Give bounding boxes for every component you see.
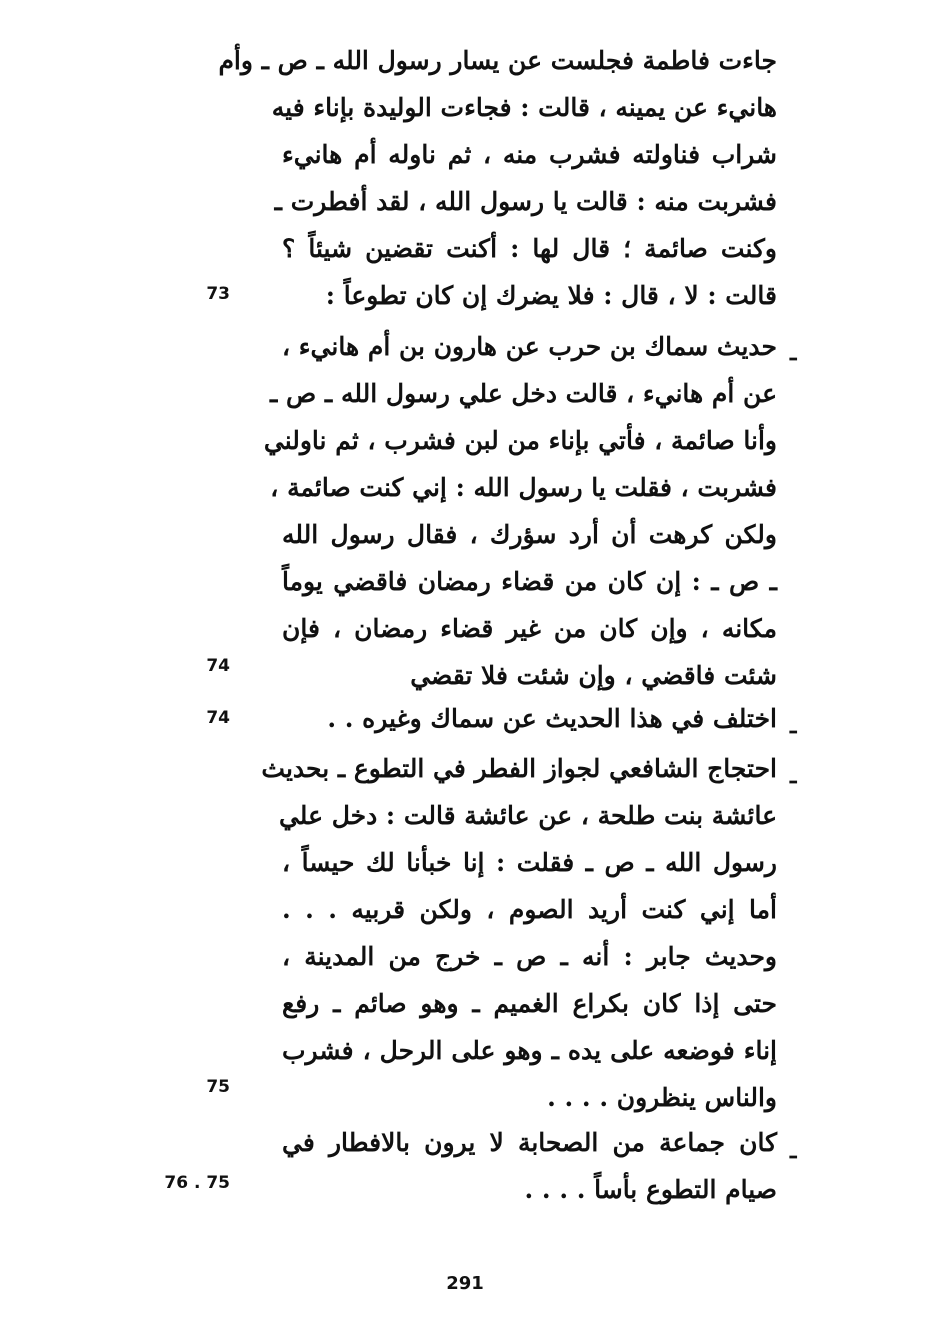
text-line: شئت فاقضي ، وإن شئت فلا تقضي: [410, 661, 777, 690]
text-line: ـ ص ـ : إن كان من قضاء رمضان فاقضي يوماً: [282, 567, 777, 596]
reference-number: 76 . 75: [164, 1173, 230, 1193]
text-line: قالت : لا ، قال : فلا يضرك إن كان تطوعاً :: [325, 281, 777, 310]
reference-number: 73: [206, 284, 230, 304]
reference-number: 74: [206, 656, 230, 676]
text-line: مكانه ، وإن كان من غير قضاء رمضان ، فإن: [282, 614, 777, 643]
text-line: اختلف في هذا الحديث عن سماك وغيره . .: [327, 704, 777, 733]
text-line: جاءت فاطمة فجلست عن يسار رسول الله ـ ص ـ وأم: [218, 46, 777, 75]
text-line: حتى إذا كان بكراع الغميم ـ وهو صائم ـ رفع: [282, 989, 777, 1018]
text-line: عائشة بنت طلحة ، عن عائشة قالت : دخل علي: [278, 801, 777, 830]
text-line: شراب فناولته فشرب منه ، ثم ناوله أم هانيء: [282, 140, 777, 169]
text-line: كان جماعة من الصحابة لا يرون بالافطار في: [282, 1128, 778, 1157]
page-number: 291: [446, 1273, 484, 1294]
text-line: وحديث جابر : أنه ـ ص ـ خرج من المدينة ،: [282, 942, 777, 971]
entry-dash: ـ: [790, 713, 797, 739]
entry-dash: ـ: [790, 340, 797, 366]
text-line: احتجاج الشافعي لجواز الفطر في التطوع ـ بحديث: [261, 754, 777, 783]
reference-number: 75: [206, 1077, 230, 1097]
text-line: عن أم هانيء ، قالت دخل علي رسول الله ـ ص ـ: [269, 379, 777, 408]
text-line: صيام التطوع بأساً . . . .: [524, 1175, 777, 1204]
text-line: رسول الله ـ ص ـ فقلت : إنا خبأنا لك حيساً ،: [282, 848, 777, 877]
reference-number: 74: [206, 708, 230, 728]
text-line: وأنا صائمة ، فأتي بإناء من لبن فشرب ، ثم ناولني: [263, 426, 777, 455]
entry-dash: ـ: [790, 763, 797, 789]
text-line: وكنت صائمة ؛ قال لها : أكنت تقضين شيئاً ؟: [282, 234, 777, 263]
text-line: أما إني كنت أريد الصوم ، ولكن قربيه . . .: [282, 895, 777, 924]
text-line: فشربت منه : قالت يا رسول الله ، لقد أفطرت ـ: [274, 187, 777, 216]
entry-dash: ـ: [790, 1138, 797, 1164]
text-line: حديث سماك بن حرب عن هارون بن أم هانيء ،: [282, 332, 777, 361]
text-line: إناء فوضعه على يده ـ وهو على الرحل ، فشرب: [282, 1036, 777, 1065]
text-line: هانيء عن يمينه ، قالت : فجاءت الوليدة بإناء فيه: [271, 93, 777, 122]
text-line: فشربت ، فقلت يا رسول الله : إني كنت صائمة ،: [270, 473, 777, 502]
text-line: ولكن كرهت أن أرد سؤرك ، فقال رسول الله: [282, 520, 777, 549]
text-line: والناس ينظرون . . . .: [547, 1083, 777, 1112]
